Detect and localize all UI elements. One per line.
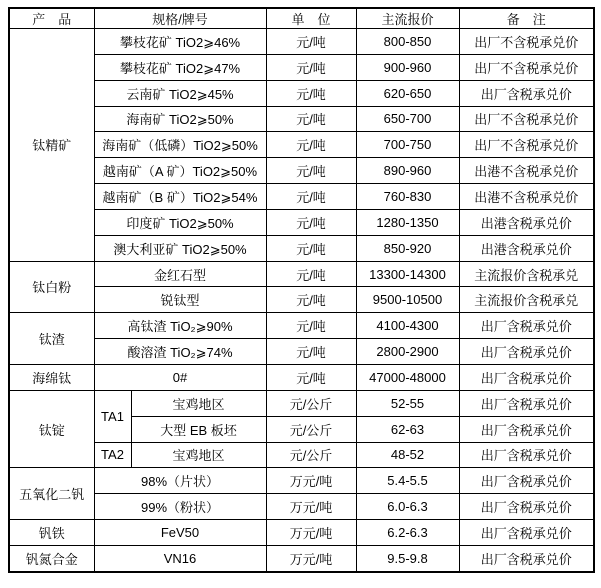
table-row [9, 29, 594, 55]
header-spec: 规格/牌号 [94, 8, 266, 29]
table-row [9, 235, 594, 261]
spec-cell: 攀枝花矿 TiO2⩾46% [94, 29, 266, 55]
product-cell: 海绵钛 [9, 364, 94, 390]
price-cell: 62-63 [356, 416, 459, 442]
table-row [9, 80, 594, 106]
spec-cell: 云南矿 TiO2⩾45% [94, 80, 266, 106]
unit-cell: 元/吨 [266, 80, 356, 106]
unit-cell: 万元/吨 [266, 468, 356, 494]
price-cell: 6.2-6.3 [356, 520, 459, 546]
price-cell: 2800-2900 [356, 339, 459, 365]
grade-cell: TA1 [94, 390, 131, 442]
note-cell: 出厂含税承兑价 [459, 468, 594, 494]
unit-cell: 万元/吨 [266, 545, 356, 572]
unit-cell: 元/吨 [266, 184, 356, 210]
table-row [9, 494, 594, 520]
note-cell: 出厂含税承兑价 [459, 80, 594, 106]
note-cell: 出港含税承兑价 [459, 209, 594, 235]
note-cell: 出厂含税承兑价 [459, 545, 594, 572]
unit-cell: 元/吨 [266, 235, 356, 261]
unit-cell: 元/吨 [266, 132, 356, 158]
header-product: 产 品 [9, 8, 94, 29]
product-cell: 钛渣 [9, 313, 94, 365]
product-cell: 钒氮合金 [9, 545, 94, 572]
price-cell: 47000-48000 [356, 364, 459, 390]
spec-cell: 锐钛型 [94, 287, 266, 313]
spec-cell: 酸溶渣 TiO₂⩾74% [94, 339, 266, 365]
unit-cell: 元/公斤 [266, 416, 356, 442]
note-cell: 出厂不含税承兑价 [459, 54, 594, 80]
product-cell: 钒铁 [9, 520, 94, 546]
note-cell: 主流报价含税承兑 [459, 287, 594, 313]
spec-cell: 宝鸡地区 [131, 442, 266, 468]
table-row [9, 209, 594, 235]
price-cell: 13300-14300 [356, 261, 459, 287]
price-cell: 52-55 [356, 390, 459, 416]
price-cell: 48-52 [356, 442, 459, 468]
note-cell: 主流报价含税承兑 [459, 261, 594, 287]
note-cell: 出厂不含税承兑价 [459, 106, 594, 132]
unit-cell: 万元/吨 [266, 494, 356, 520]
spec-cell: 印度矿 TiO2⩾50% [94, 209, 266, 235]
table-row [9, 545, 594, 572]
price-cell: 900-960 [356, 54, 459, 80]
page [0, 7, 601, 588]
unit-cell: 万元/吨 [266, 520, 356, 546]
table-row [9, 468, 594, 494]
table-row [9, 287, 594, 313]
note-cell: 出厂不含税承兑价 [459, 132, 594, 158]
unit-cell: 元/吨 [266, 287, 356, 313]
table-row [9, 106, 594, 132]
spec-cell: VN16 [94, 545, 266, 572]
spec-cell: 金红石型 [94, 261, 266, 287]
note-cell: 出厂含税承兑价 [459, 390, 594, 416]
spec-cell: 高钛渣 TiO₂⩾90% [94, 313, 266, 339]
note-cell: 出厂含税承兑价 [459, 494, 594, 520]
price-cell: 850-920 [356, 235, 459, 261]
price-cell: 620-650 [356, 80, 459, 106]
unit-cell: 元/吨 [266, 339, 356, 365]
note-cell: 出厂含税承兑价 [459, 339, 594, 365]
price-cell: 4100-4300 [356, 313, 459, 339]
note-cell: 出厂含税承兑价 [459, 442, 594, 468]
spec-cell: 海南矿（低磷）TiO2⩾50% [94, 132, 266, 158]
product-cell: 五氧化二钒 [9, 468, 94, 520]
table-row [9, 339, 594, 365]
table-row [9, 261, 594, 287]
unit-cell: 元/吨 [266, 29, 356, 55]
unit-cell: 元/吨 [266, 261, 356, 287]
unit-cell: 元/吨 [266, 54, 356, 80]
spec-cell: 攀枝花矿 TiO2⩾47% [94, 54, 266, 80]
header-unit: 单 位 [266, 8, 356, 29]
table-row [9, 184, 594, 210]
grade-cell: TA2 [94, 442, 131, 468]
price-cell: 650-700 [356, 106, 459, 132]
table-row [9, 442, 594, 468]
unit-cell: 元/吨 [266, 313, 356, 339]
spec-cell: 大型 EB 板坯 [131, 416, 266, 442]
table-row [9, 520, 594, 546]
header-price: 主流报价 [356, 8, 459, 29]
note-cell: 出港含税承兑价 [459, 235, 594, 261]
product-cell: 钛精矿 [9, 29, 94, 262]
spec-cell: FeV50 [94, 520, 266, 546]
spec-cell: 海南矿 TiO2⩾50% [94, 106, 266, 132]
product-cell: 钛白粉 [9, 261, 94, 313]
note-cell: 出港不含税承兑价 [459, 158, 594, 184]
unit-cell: 元/公斤 [266, 390, 356, 416]
table-row [9, 54, 594, 80]
unit-cell: 元/吨 [266, 209, 356, 235]
price-cell: 5.4-5.5 [356, 468, 459, 494]
unit-cell: 元/吨 [266, 158, 356, 184]
product-cell: 钛锭 [9, 390, 94, 468]
header-note: 备 注 [459, 8, 594, 29]
spec-cell: 宝鸡地区 [131, 390, 266, 416]
price-cell: 6.0-6.3 [356, 494, 459, 520]
table-row [9, 132, 594, 158]
note-cell: 出港不含税承兑价 [459, 184, 594, 210]
price-cell: 700-750 [356, 132, 459, 158]
spec-cell: 澳大利亚矿 TiO2⩾50% [94, 235, 266, 261]
table-row [9, 390, 594, 416]
note-cell: 出厂含税承兑价 [459, 313, 594, 339]
table-row [9, 158, 594, 184]
spec-cell: 越南矿（A 矿）TiO2⩾50% [94, 158, 266, 184]
spec-cell: 越南矿（B 矿）TiO2⩾54% [94, 184, 266, 210]
spec-cell: 0# [94, 364, 266, 390]
price-cell: 800-850 [356, 29, 459, 55]
note-cell: 出厂含税承兑价 [459, 520, 594, 546]
price-cell: 760-830 [356, 184, 459, 210]
unit-cell: 元/吨 [266, 364, 356, 390]
note-cell: 出厂含税承兑价 [459, 364, 594, 390]
price-cell: 9.5-9.8 [356, 545, 459, 572]
price-cell: 1280-1350 [356, 209, 459, 235]
header-row [9, 8, 594, 29]
table-row [9, 313, 594, 339]
table-row [9, 364, 594, 390]
spec-cell: 98%（片状） [94, 468, 266, 494]
unit-cell: 元/公斤 [266, 442, 356, 468]
note-cell: 出厂不含税承兑价 [459, 29, 594, 55]
price-table [8, 7, 595, 573]
spec-cell: 99%（粉状） [94, 494, 266, 520]
price-cell: 9500-10500 [356, 287, 459, 313]
price-cell: 890-960 [356, 158, 459, 184]
unit-cell: 元/吨 [266, 106, 356, 132]
note-cell: 出厂含税承兑价 [459, 416, 594, 442]
